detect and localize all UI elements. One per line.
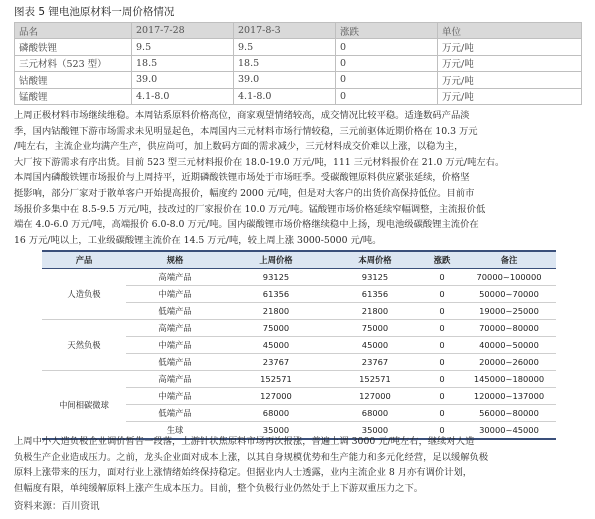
table-cell: 4.1-8.0 (132, 88, 234, 104)
table-cell: 磷酸铁锂 (15, 39, 132, 55)
table-cell: 23767 (328, 353, 422, 370)
header-cell: 上周价格 (224, 251, 328, 268)
header-cell: 2017-8-3 (234, 23, 336, 39)
table-cell: 0 (422, 336, 462, 353)
table-cell: 低端产品 (126, 302, 224, 319)
table-cell: 0 (422, 302, 462, 319)
table-cell: 61356 (224, 285, 328, 302)
paragraph-line: 但幅度有限，单纯缓解原料上涨产生成本压力。目前，整个负极行业仍然处于上下游双重压力之下。 (14, 482, 424, 494)
table-cell: 0 (422, 405, 462, 422)
table-cell: 万元/吨 (438, 72, 582, 88)
table-cell: 152571 (224, 371, 328, 388)
table-cell: 高端产品 (126, 371, 224, 388)
table-cell: 21800 (328, 302, 422, 319)
paragraph-line: 原料上涨带来的压力，面对行业上涨情绪始终保持稳定。但据业内人士透露，业内主流企业 8 月亦有调价计划， (14, 467, 473, 479)
table-cell: 18.5 (132, 55, 234, 71)
table-cell: 39.0 (132, 72, 234, 88)
header-cell: 单位 (438, 23, 582, 39)
table-cell: 中端产品 (126, 285, 224, 302)
paragraph-line: 上周中小人造负极企业调价暂告一段落，上游针状焦原料市场再次报涨，普遍上调 3000 元/吨左右，继续对人造 (14, 436, 475, 447)
table-cell: 中端产品 (126, 336, 224, 353)
table-cell: 21800 (224, 302, 328, 319)
paragraph-line: 挺影响，部分厂家对于散单客户开始提高报价，幅度约 2000 元/吨，但是对大客户的出货价高保持低位。目前市 (14, 187, 475, 199)
table-cell: 93125 (224, 268, 328, 285)
table-cell: 万元/吨 (438, 55, 582, 71)
table-cell: 0 (422, 268, 462, 285)
table-row (15, 88, 582, 104)
table-cell: 4.1-8.0 (234, 88, 336, 104)
table-cell: 23767 (224, 353, 328, 370)
table-cell: 0 (336, 88, 438, 104)
header-cell: 规格 (126, 251, 224, 268)
table-cell: 120000~137000 (462, 388, 556, 405)
table-cell: 0 (336, 55, 438, 71)
table-cell: 35000 (224, 422, 328, 439)
header-cell: 备注 (462, 251, 556, 268)
table-cell: 145000~180000 (462, 371, 556, 388)
header-cell: 品名 (15, 23, 132, 39)
header-cell: 产品 (42, 251, 126, 268)
header-cell: 涨跌 (336, 23, 438, 39)
table-cell: 40000~50000 (462, 336, 556, 353)
table-cell: 钴酸锂 (15, 72, 132, 88)
table-cell: 0 (422, 388, 462, 405)
paragraph-line: 上周正极材料市场继续维稳。本周钴系原料价格高位，商家观望情绪较高，成交情况比较平稳。适逢数码产品淡 (14, 110, 470, 121)
table-cell: 0 (422, 319, 462, 336)
table-cell: 70000~80000 (462, 319, 556, 336)
table-header-row (42, 251, 556, 268)
table-cell: 152571 (328, 371, 422, 388)
table-cell: 生球 (126, 422, 224, 439)
table-cell: 56000~80000 (462, 405, 556, 422)
table-row (15, 55, 582, 71)
table-cell: 75000 (224, 319, 328, 336)
header-cell: 涨跌 (422, 251, 462, 268)
table-cell: 中端产品 (126, 388, 224, 405)
anode-price-table (42, 250, 556, 440)
table-cell: 50000~70000 (462, 285, 556, 302)
table-cell: 127000 (328, 388, 422, 405)
table-cell: 低端产品 (126, 353, 224, 370)
figure-title: 图表 5 锂电池原材料一周价格情况 (14, 6, 175, 18)
product-cell: 人造负极 (42, 268, 126, 319)
table-cell: 锰酸锂 (15, 88, 132, 104)
table-cell: 45000 (224, 336, 328, 353)
product-cell: 中间相碳微球 (42, 371, 126, 439)
table-cell: 18.5 (234, 55, 336, 71)
table-cell: 万元/吨 (438, 88, 582, 104)
cathode-price-table (14, 22, 582, 105)
table-row (42, 319, 556, 336)
header-cell: 2017-7-28 (132, 23, 234, 39)
anode-price-table-wrap (42, 250, 556, 440)
table-cell: 0 (422, 285, 462, 302)
table-cell: 68000 (328, 405, 422, 422)
paragraph-line: 16 万元/吨以上，工业级碳酸锂主流价在 14.5 万元/吨，较上周上涨 3000-5000 元/吨。 (14, 234, 382, 246)
table-row (15, 72, 582, 88)
product-cell: 天然负极 (42, 319, 126, 370)
anode-market-paragraph (14, 434, 488, 496)
table-row (15, 39, 582, 55)
table-row (42, 268, 556, 285)
table-cell: 0 (336, 72, 438, 88)
table-cell: 70000~100000 (462, 268, 556, 285)
paragraph-line: 端在 4.0-6.0 万元/吨，高端报价 6.0-8.0 万元/吨。国内碳酸锂市场价格继续稳中上扬，现电池级碳酸锂主流价在 (14, 219, 479, 231)
table-cell: 93125 (328, 268, 422, 285)
table-cell: 127000 (224, 388, 328, 405)
table-cell: 高端产品 (126, 268, 224, 285)
table-cell: 30000~45000 (462, 422, 556, 439)
source-note: 资料来源：百川资讯 (14, 501, 100, 512)
header-cell: 本周价格 (328, 251, 422, 268)
paragraph-line: /吨左右，主流企业均满产生产，供应尚可，加上数码方面的需求减少，三元材料成交价难以上涨，以稳为主， (14, 141, 464, 153)
table-cell: 0 (336, 39, 438, 55)
table-cell: 19000~25000 (462, 302, 556, 319)
table-cell: 35000 (328, 422, 422, 439)
table-cell: 高端产品 (126, 319, 224, 336)
table-cell: 39.0 (234, 72, 336, 88)
table-cell: 0 (422, 371, 462, 388)
table-row (42, 371, 556, 388)
table-cell: 0 (422, 353, 462, 370)
paragraph-line: 本周国内磷酸铁锂市场报价与上周持平，近期磷酸铁锂市场处于市场旺季。受碳酸锂原料供应紧张延续，价格坚 (14, 172, 470, 184)
table-cell: 68000 (224, 405, 328, 422)
paragraph-line: 大厂按下游需求有序出货。目前 523 型三元材料报价在 18.0-19.0 万元/吨，111 三元材料报价在 21.0 万元/吨左右。 (14, 156, 505, 168)
table-cell: 0 (422, 422, 462, 439)
table-header-row (15, 23, 582, 39)
table-cell: 三元材料（523 型） (15, 55, 132, 71)
cathode-market-paragraph (14, 108, 504, 248)
table-cell: 低端产品 (126, 405, 224, 422)
table-cell: 20000~26000 (462, 353, 556, 370)
paragraph-line: 季，国内钴酸锂下游市场需求未见明显起色，本周国内三元材料市场行情较稳，三元前驱体近期价格在 10.3 万元 (14, 125, 478, 137)
table-cell: 万元/吨 (438, 39, 582, 55)
paragraph-line: 场报价多集中在 8.5-9.5 万元/吨，技改过的厂家报价在 10.0 万元/吨。锰酸锂市场价格延续窄幅调整，主流报价低 (14, 203, 486, 215)
table-cell: 9.5 (132, 39, 234, 55)
table-cell: 75000 (328, 319, 422, 336)
table-cell: 45000 (328, 336, 422, 353)
table-cell: 9.5 (234, 39, 336, 55)
paragraph-line: 负极生产企业造成压力。之前，龙头企业面对成本上涨，以其自身规模优势和生产能力和多元化经营，足以缓解负极 (14, 451, 489, 463)
table-cell: 61356 (328, 285, 422, 302)
